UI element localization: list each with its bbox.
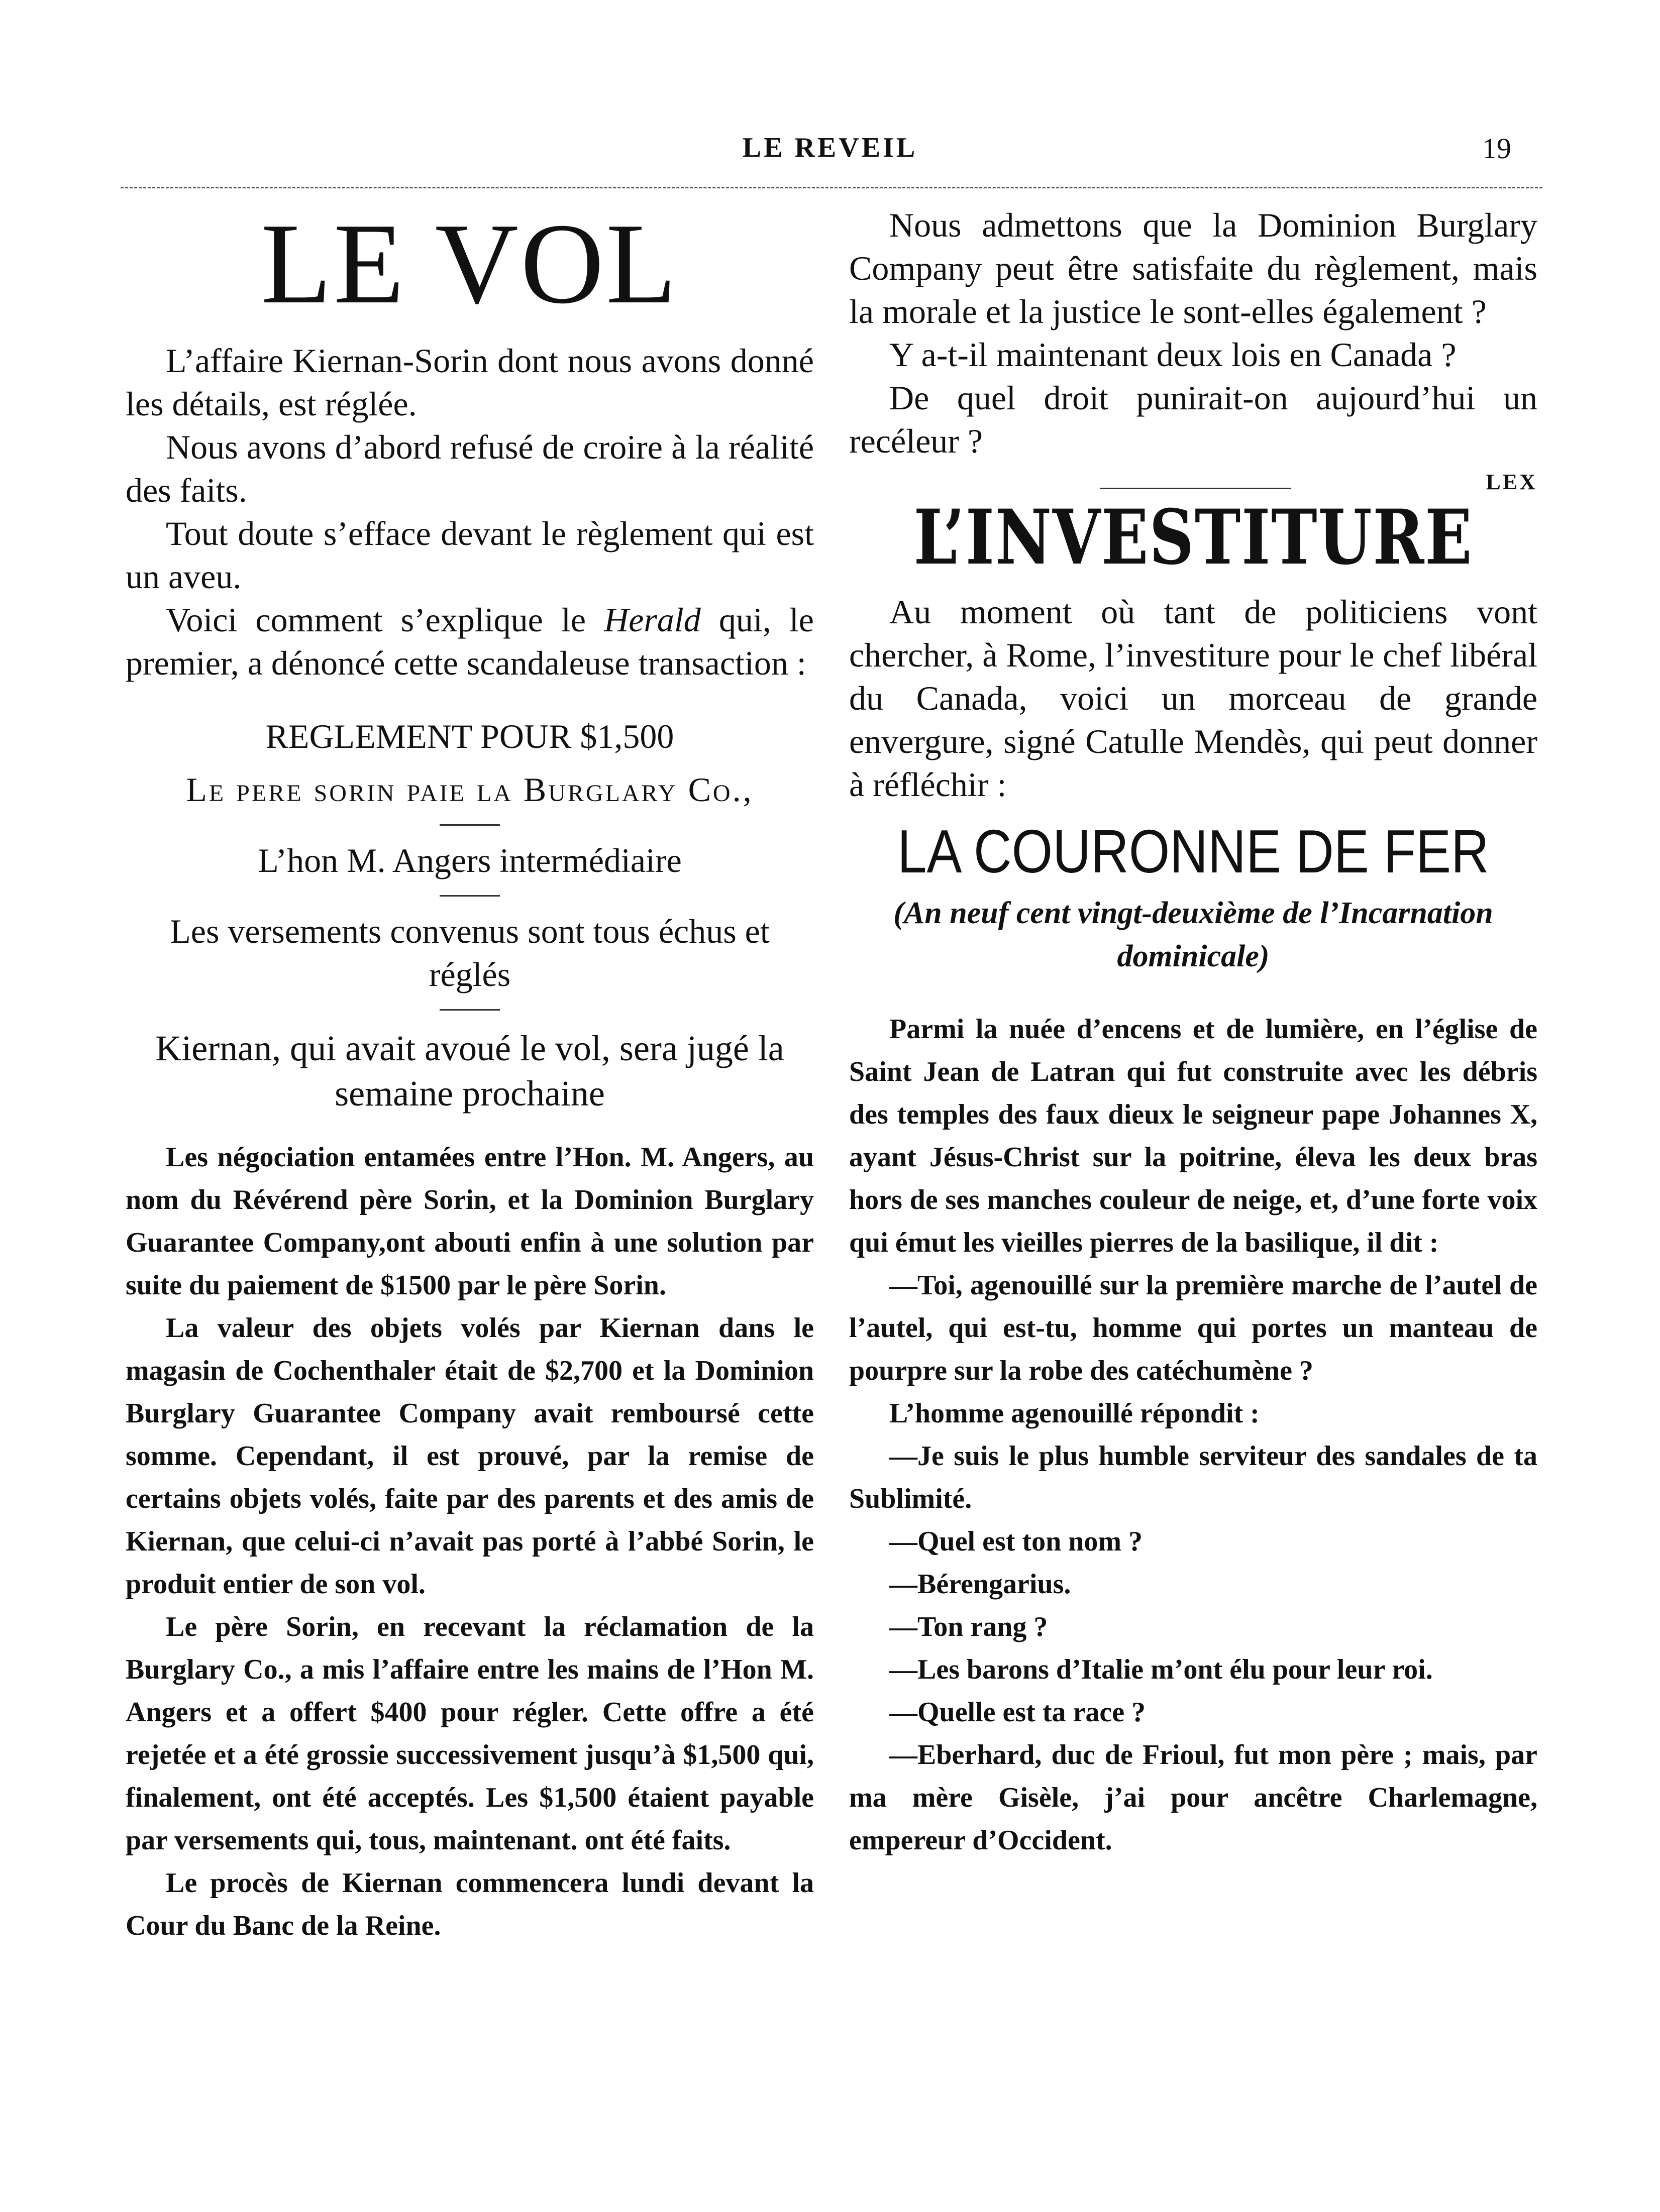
subheading-angers: L’hon M. Angers intermédiaire [258,841,682,879]
page-number: 19 [1482,132,1511,165]
left-column [126,199,814,1947]
body-paragraph: Le procès de Kiernan commencera lundi devant la Cour du Banc de la Reine. [126,1867,814,1941]
story-paragraph: Parmi la nuée d’encens et de lumière, en l’église de Saint Jean de Latran qui fut construite avec les débris des temples des faux dieux le seigneur pape Johannes X, ayant Jésus-Christ sur la poitrine, éleva les deux bras hors de ses manches couleur de neige, et, d’une forte voix qui émut les vieilles pierres de la basilique, il dit : [849,1014,1537,1258]
article-title-investiture: L’INVESTITURE [913,493,1473,582]
body-paragraph: La valeur des objets volés par Kiernan dans le magasin de Cochenthaler était de $2,700 et la Dominion Burglary Guarantee Company avait remboursé cette somme. Cependant, il est prouvé, par la remise de certains objets volés, faite par des parents et des amis de Kiernan, que celui-ci n’avait pas porté à l’abbé Sorin, le produit entier de son vol. [126,1312,814,1600]
story-title: LA COURONNE DE FER [897,817,1489,886]
subheading-sorin: Le pere sorin paie la Burglary Co., [186,770,754,809]
story-paragraph: —Eberhard, duc de Frioul, fut mon père ; mais, par ma mère Gisèle, j’ai pour ancêtre Charlemagne, empereur d’Occident. [849,1739,1537,1856]
running-title: LE REVEIL [742,132,918,163]
subheading-versements: Les versements convenus sont tous échus et réglés [170,912,770,993]
subheading-reglement: REGLEMENT POUR $1,500 [265,717,674,755]
story-paragraph: —Quelle est ta race ? [889,1697,1146,1728]
story-paragraph: —Toi, agenouillé sur la première marche de l’autel de l’autel, qui est-tu, homme qui portes un manteau de pourpre sur la robe des catéchumène ? [849,1270,1537,1386]
divider [440,1009,500,1011]
investiture-intro: Au moment où tant de politiciens vont chercher, à Rome, l’investiture pour le chef libéral du Canada, voici un morceau de grande envergure, signé Catulle Mendès, qui peut donner à réfléchir : [849,593,1537,804]
continued-paragraph: De quel droit punirait-on aujourd’hui un recéleur ? [849,379,1537,460]
author-signature: LEX [1486,470,1537,494]
intro-paragraph: Nous avons d’abord refusé de croire à la réalité des faits. [126,428,814,509]
right-column [849,203,1537,1862]
continued-paragraph: Y a-t-il maintenant deux lois en Canada ? [889,336,1457,374]
body-paragraph: Les négociation entamées entre l’Hon. M. Angers, au nom du Révérend père Sorin, et la Dominion Burglary Guarantee Company,ont abouti enfin à une solution par suite du paiement de $1500 par le père Sorin. [126,1142,814,1301]
story-paragraph: —Bérengarius. [889,1569,1071,1600]
intro-paragraph: Tout doute s’efface devant le règlement qui est un aveu. [126,514,814,596]
continued-paragraph: Nous admettons que la Dominion Burglary Company peut être satisfaite du règlement, mais la morale et la justice le sont-elles également ? [849,206,1537,330]
story-paragraph: —Quel est ton nom ? [889,1526,1143,1557]
header-rule [121,187,1542,188]
story-subtitle: (An neuf cent vingt-deuxième de l’Incarnation dominicale) [893,896,1493,973]
article-title-le-vol: LE VOL [261,199,679,327]
subheading-kiernan: Kiernan, qui avait avoué le vol, sera jugé la semaine prochaine [155,1028,784,1114]
divider [440,895,500,897]
story-paragraph: —Je suis le plus humble serviteur des sandales de ta Sublimité. [849,1441,1537,1514]
story-paragraph: —Ton rang ? [889,1611,1048,1642]
herald-pre: Voici comment s’explique le [166,601,604,639]
body-paragraph: Le père Sorin, en recevant la réclamation de la Burglary Co., a mis l’affaire entre les mains de l’Hon M. Angers et a offert $400 pour régler. Cette offre a été rejetée et a été grossie successivement jusqu’à $1,500 qui, finalement, ont été acceptés. Les $1,500 étaient payable par versements qui, tous, maintenant. ont été faits. [126,1611,814,1856]
herald-name: Herald [604,601,701,639]
divider [440,824,500,826]
herald-paragraph [126,598,814,685]
story-paragraph: —Les barons d’Italie m’ont élu pour leur roi. [889,1654,1433,1685]
intro-paragraph: L’affaire Kiernan-Sorin dont nous avons donné les détails, est réglée. [126,342,814,423]
story-paragraph: L’homme agenouillé répondit : [889,1398,1260,1429]
herald-post: qui, le premier, a dénoncé cette scandaleuse transaction : [126,601,814,682]
